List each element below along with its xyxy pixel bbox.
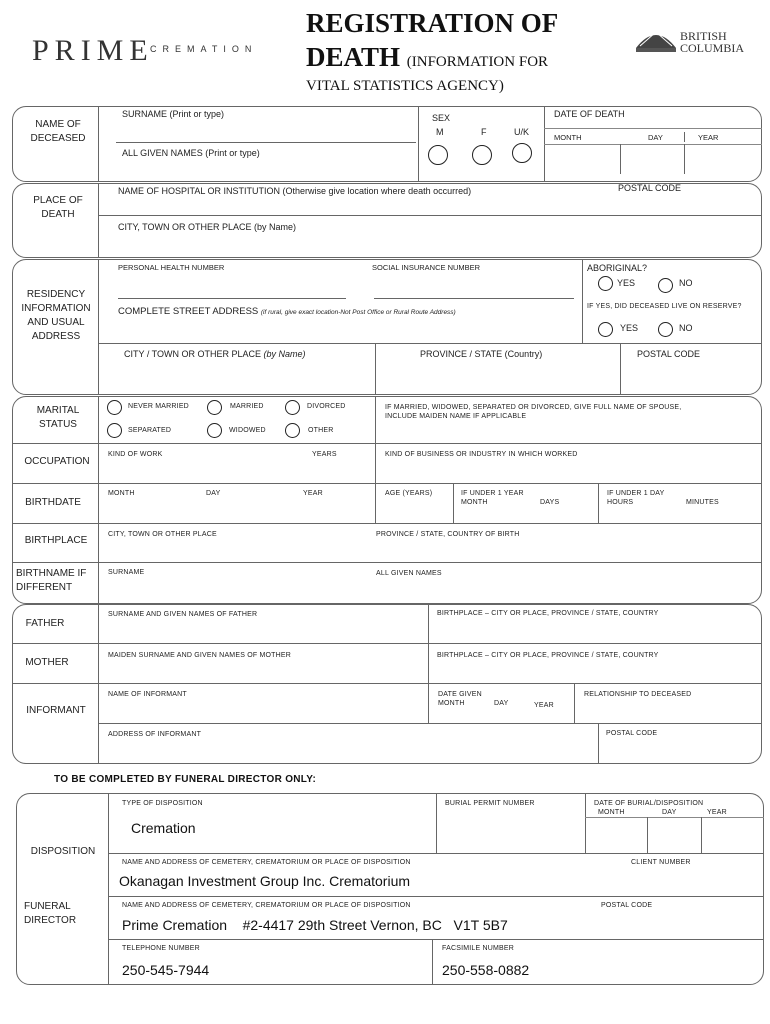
divider: [574, 683, 575, 723]
aboriginal-no-label: NO: [679, 278, 693, 288]
pod-city-label: CITY, TOWN OR OTHER PLACE (by Name): [118, 222, 297, 232]
type-of-disposition-label: TYPE OF DISPOSITION: [122, 800, 203, 807]
bd-day-label: DAY: [206, 490, 221, 497]
married-radio[interactable]: [207, 400, 222, 415]
bd-year-label: YEAR: [303, 490, 323, 497]
section-parents-informant: [12, 604, 762, 764]
section-funeral-director: [16, 793, 764, 985]
under-year-month-label: MONTH: [461, 499, 488, 506]
informant-name-label: NAME OF INFORMANT: [108, 691, 187, 698]
other-radio[interactable]: [285, 423, 300, 438]
informant-name-field[interactable]: [98, 723, 762, 724]
date-given-label: DATE GIVEN: [438, 691, 482, 698]
divider: [375, 343, 376, 395]
street-address-hint: (if rural, give exact location-Not Post Office or Rural Route Address): [260, 309, 456, 316]
title-sub: (INFORMATION FOR: [406, 54, 549, 70]
street-address-field[interactable]: [98, 343, 762, 344]
title-line2: [306, 40, 558, 79]
other-label: OTHER: [308, 427, 334, 434]
sex-m-radio[interactable]: [428, 145, 448, 165]
dod-day-label: DAY: [648, 133, 663, 142]
place-of-death-label: PLACE OF DEATH: [33, 195, 83, 220]
logo-prime: PRIME: [32, 34, 154, 67]
divider: [585, 817, 764, 818]
aboriginal-yes-label: YES: [617, 278, 636, 288]
hospital-label: NAME OF HOSPITAL OR INSTITUTION (Otherwise give location where death occurred): [118, 186, 472, 196]
sex-f-radio[interactable]: [472, 145, 492, 165]
mother-names-label: MAIDEN SURNAME AND GIVEN NAMES OF MOTHER: [108, 652, 292, 659]
funeral-director-label: FUNERAL DIRECTOR: [24, 901, 77, 926]
phn-label: PERSONAL HEALTH NUMBER: [118, 263, 225, 272]
logo-cremation: CREMATION: [150, 44, 258, 54]
section-residency: [12, 259, 762, 395]
form-title: [306, 6, 558, 79]
res-postal-label: POSTAL CODE: [637, 349, 701, 359]
divider: [12, 523, 762, 524]
separated-radio[interactable]: [107, 423, 122, 438]
client-number-label: CLIENT NUMBER: [631, 859, 691, 866]
marital-status-label: MARITAL STATUS: [36, 405, 80, 430]
mother-birthplace-label: BIRTHPLACE – CITY OR PLACE, PROVINCE / STATE, COUNTRY: [437, 652, 659, 659]
surname-label: SURNAME (Print or type): [122, 109, 225, 119]
surname-field[interactable]: [116, 142, 416, 143]
widowed-radio[interactable]: [207, 423, 222, 438]
divider: [585, 793, 586, 853]
under-day-label: IF UNDER 1 DAY: [607, 490, 665, 497]
never-married-radio[interactable]: [107, 400, 122, 415]
relationship-label: RELATIONSHIP TO DECEASED: [584, 691, 692, 698]
cemetery-label: NAME AND ADDRESS OF CEMETERY, CREMATORIUM OR PLACE OF DISPOSITION: [122, 859, 411, 866]
sex-uk-label: U/K: [514, 127, 530, 137]
divider: [98, 604, 99, 764]
married-label: MARRIED: [230, 403, 264, 410]
divorced-radio[interactable]: [285, 400, 300, 415]
divider: [544, 144, 762, 145]
res-city-label-text: CITY / TOWN OR OTHER PLACE: [124, 349, 262, 359]
date-of-death-label: DATE OF DEATH: [554, 109, 625, 119]
bc-line1: BRITISH: [680, 29, 727, 43]
aboriginal-no-radio[interactable]: [658, 278, 673, 293]
divider: [428, 604, 429, 683]
given-names-label: ALL GIVEN NAMES (Print or type): [122, 148, 260, 158]
divider: [108, 896, 764, 897]
fax-value[interactable]: 250-558-0882: [442, 962, 530, 978]
divider: [428, 683, 429, 723]
birthplace-label: BIRTHPLACE: [24, 535, 88, 546]
sin-label: SOCIAL INSURANCE NUMBER: [372, 263, 481, 272]
informant-label: INFORMANT: [26, 705, 86, 716]
divider: [436, 793, 437, 853]
title-death: DEATH: [306, 42, 401, 72]
divider: [598, 723, 599, 764]
bn-surname-label: SURNAME: [108, 569, 145, 576]
sex-uk-radio[interactable]: [512, 143, 532, 163]
funeral-director-heading: TO BE COMPLETED BY FUNERAL DIRECTOR ONLY:: [54, 774, 317, 785]
burial-permit-label: BURIAL PERMIT NUMBER: [445, 800, 535, 807]
divider: [108, 793, 109, 985]
fd-postal-label: POSTAL CODE: [601, 902, 653, 909]
divider: [12, 443, 762, 444]
mother-label: MOTHER: [25, 657, 69, 668]
informant-postal-label: POSTAL CODE: [606, 730, 658, 737]
reserve-no-radio[interactable]: [658, 322, 673, 337]
fd-address-value[interactable]: Prime Cremation #2-4417 29th Street Vernon, BC V1T 5B7: [122, 917, 508, 933]
father-names-label: SURNAME AND GIVEN NAMES OF FATHER: [108, 611, 258, 618]
birthdate-label: BIRTHDATE: [25, 497, 81, 508]
divider: [375, 396, 376, 524]
fd-address-label: NAME AND ADDRESS OF CEMETERY, CREMATORIUM OR PLACE OF DISPOSITION: [122, 902, 411, 909]
disposition-label: DISPOSITION: [30, 846, 96, 857]
under-year-label: IF UNDER 1 YEAR: [461, 490, 524, 497]
divider: [108, 853, 764, 854]
bp-province-label: PROVINCE / STATE, COUNTRY OF BIRTH: [376, 531, 520, 538]
divider: [12, 483, 762, 484]
burial-month-field[interactable]: [647, 817, 648, 853]
fax-label: FACSIMILE NUMBER: [442, 945, 515, 952]
reserve-label: IF YES, DID DECEASED LIVE ON RESERVE?: [587, 303, 742, 310]
bc-wordmark: [680, 30, 744, 54]
divider: [432, 939, 433, 985]
age-label: AGE (YEARS): [385, 490, 433, 497]
divider: [98, 183, 99, 258]
separated-label: SEPARATED: [128, 427, 172, 434]
bc-sun-logo-icon: [634, 24, 678, 54]
sex-m-label: M: [436, 127, 444, 137]
divider: [544, 128, 762, 129]
divider: [684, 132, 685, 142]
sin-field[interactable]: [374, 298, 574, 299]
father-label: FATHER: [25, 618, 65, 629]
under-year-days-label: DAYS: [540, 499, 560, 506]
bn-given-label: ALL GIVEN NAMES: [376, 570, 442, 577]
aboriginal-label: ABORIGINAL?: [587, 263, 648, 273]
dg-day-label: DAY: [494, 700, 509, 707]
title-line1: REGISTRATION OF: [306, 8, 559, 38]
residency-label: RESIDENCY INFORMATION AND USUAL ADDRESS: [21, 289, 91, 342]
res-province-label: PROVINCE / STATE (Country): [420, 349, 543, 359]
street-address-label: [118, 306, 456, 318]
divider: [418, 106, 419, 182]
cemetery-value[interactable]: Okanagan Investment Group Inc. Crematorium: [119, 873, 411, 889]
hospital-field[interactable]: [98, 215, 762, 216]
widowed-label: WIDOWED: [229, 427, 266, 434]
divider: [12, 562, 762, 563]
name-of-deceased-label: NAME OF DECEASED: [30, 119, 86, 144]
business-label: KIND OF BUSINESS OR INDUSTRY IN WHICH WORKED: [385, 451, 578, 458]
dg-year-label: YEAR: [534, 702, 554, 709]
bd-month-label: MONTH: [108, 490, 135, 497]
under-day-minutes-label: MINUTES: [686, 499, 719, 506]
divider: [12, 683, 762, 684]
divider: [453, 483, 454, 523]
res-city-label: [124, 349, 306, 360]
title-line3: VITAL STATISTICS AGENCY): [306, 78, 504, 94]
under-day-hours-label: HOURS: [607, 499, 634, 506]
divider: [620, 343, 621, 395]
dod-day-field[interactable]: [684, 144, 685, 174]
dg-month-label: MONTH: [438, 700, 465, 707]
divider: [98, 259, 99, 395]
burial-date-label: DATE OF BURIAL/DISPOSITION: [594, 800, 704, 807]
reserve-yes-label: YES: [620, 323, 639, 333]
burial-month-label: MONTH: [598, 809, 625, 816]
occupation-label: OCCUPATION: [24, 456, 90, 467]
dod-month-label: MONTH: [554, 133, 582, 142]
telephone-value[interactable]: 250-545-7944: [122, 962, 210, 978]
pod-postal-label: POSTAL CODE: [618, 183, 682, 193]
reserve-no-label: NO: [679, 323, 693, 333]
dod-month-field[interactable]: [620, 144, 621, 174]
res-city-hint: (by Name): [263, 349, 306, 359]
bc-line2: COLUMBIA: [680, 41, 745, 55]
divider: [582, 259, 583, 343]
divider: [108, 939, 764, 940]
father-birthplace-label: BIRTHPLACE – CITY OR PLACE, PROVINCE / STATE, COUNTRY: [437, 610, 659, 617]
burial-year-label: YEAR: [707, 809, 727, 816]
phn-field[interactable]: [118, 298, 346, 299]
telephone-label: TELEPHONE NUMBER: [122, 945, 200, 952]
kind-of-work-label: KIND OF WORK: [108, 451, 163, 458]
dod-year-label: YEAR: [698, 133, 719, 142]
sex-f-label: F: [481, 127, 487, 137]
divider: [12, 643, 762, 644]
street-address-label-text: COMPLETE STREET ADDRESS: [118, 306, 259, 317]
sex-label: SEX: [432, 113, 451, 123]
bp-city-label: CITY, TOWN OR OTHER PLACE: [108, 531, 217, 538]
birthname-label: BIRTHNAME IF DIFFERENT: [16, 568, 87, 593]
divorced-label: DIVORCED: [307, 403, 346, 410]
occupation-years-label: YEARS: [312, 451, 337, 458]
informant-address-label: ADDRESS OF INFORMANT: [108, 731, 202, 738]
burial-day-label: DAY: [662, 809, 677, 816]
type-of-disposition-value[interactable]: Cremation: [131, 820, 196, 836]
reserve-yes-radio[interactable]: [598, 322, 613, 337]
aboriginal-yes-radio[interactable]: [598, 276, 613, 291]
divider: [598, 483, 599, 523]
divider: [98, 106, 99, 182]
spouse-label: IF MARRIED, WIDOWED, SEPARATED OR DIVORCED, GIVE FULL NAME OF SPOUSE, INCLUDE MAIDEN NAME IF APPLICABLE: [385, 404, 682, 420]
never-married-label: NEVER MARRIED: [128, 403, 189, 410]
burial-day-field[interactable]: [701, 817, 702, 853]
